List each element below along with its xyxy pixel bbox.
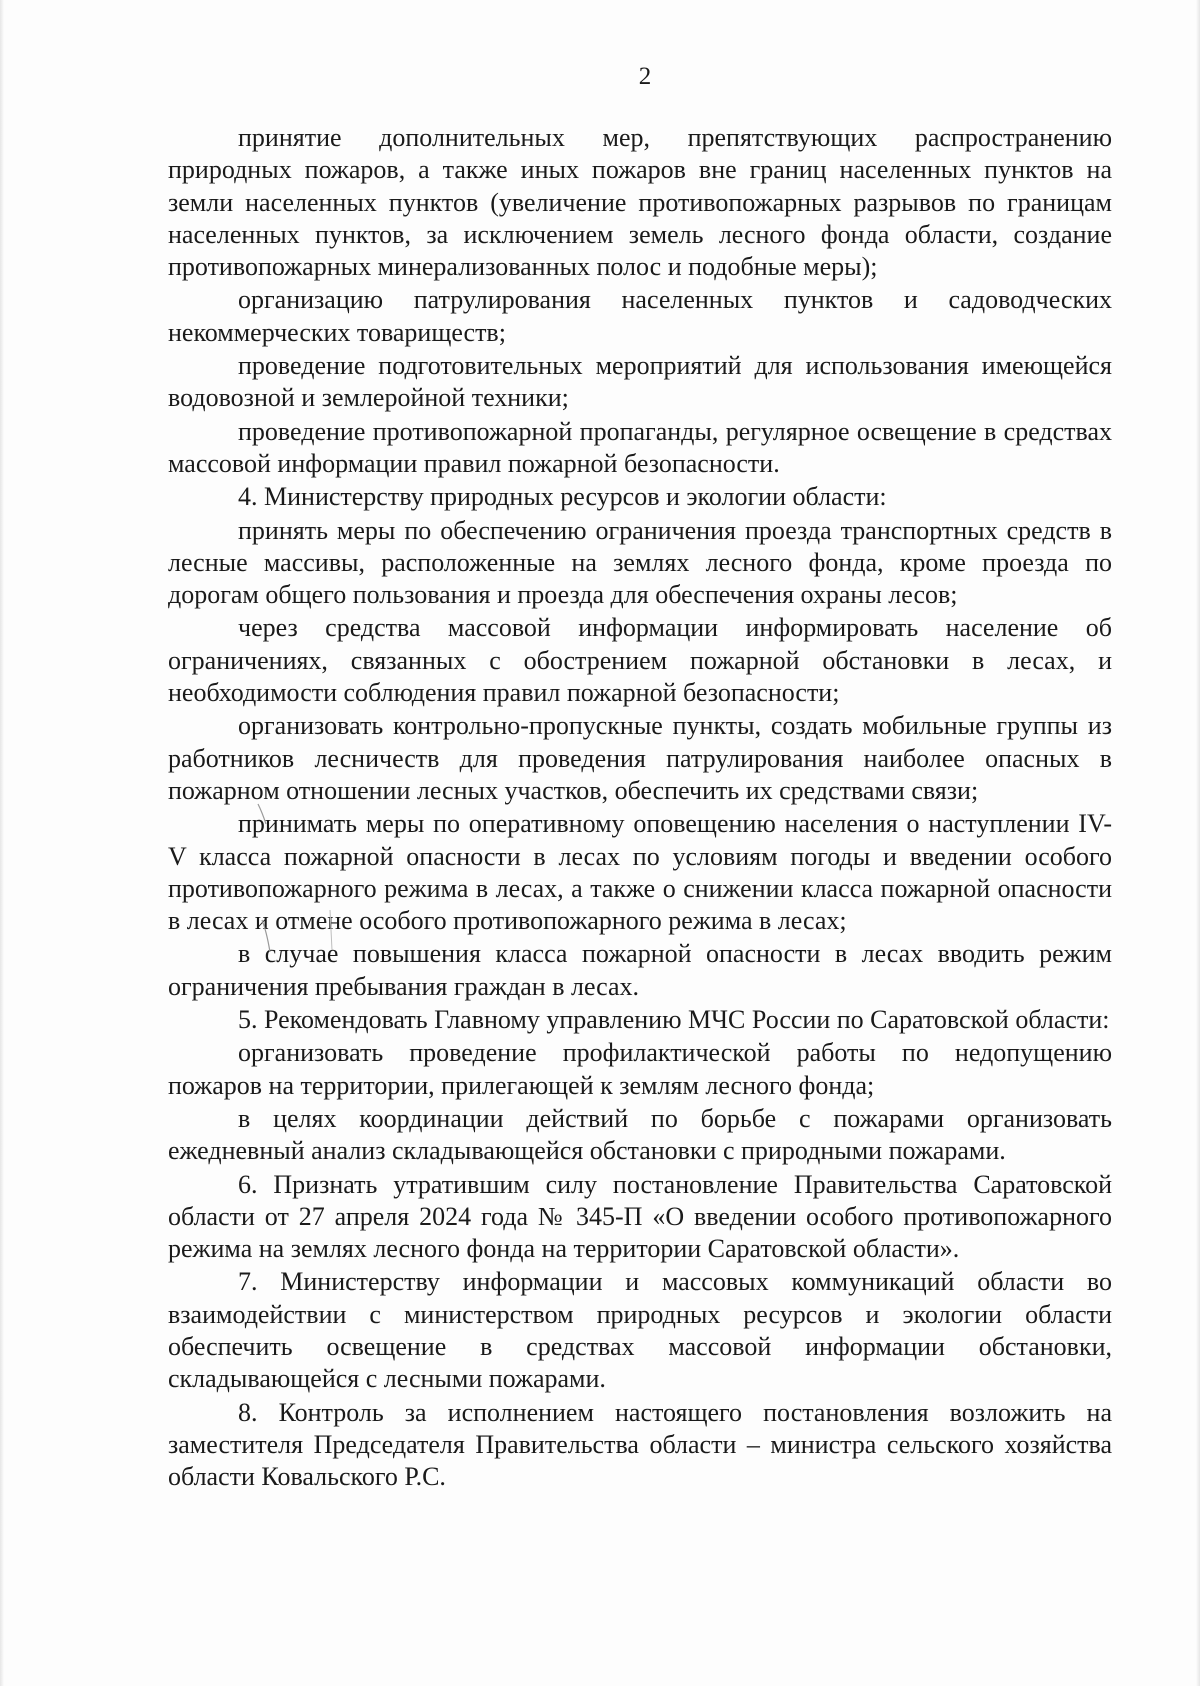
paragraph: через средства массовой информации информировать население об ограничениях, связанных с обострением пожарной обстановки в лесах, и необходимости соблюдения правил пожарной безопасности;	[168, 613, 1112, 708]
section-heading-4: 4. Министерству природных ресурсов и экологии области:	[238, 482, 887, 512]
document-body	[168, 122, 1112, 1494]
paragraph: проведение противопожарной пропаганды, регулярное освещение в средствах массовой информации правил пожарной безопасности.	[168, 416, 1112, 478]
section-7: 7. Министерству информации и массовых коммуникаций области во взаимодействии с министерством природных ресурсов и экологии области обеспечить освещение в средствах массовой информации обстановки, складывающейся с лесными пожарами.	[168, 1267, 1112, 1394]
paragraph: принять меры по обеспечению ограничения проезда транспортных средств в лесные массивы, расположенные на землях лесного фонда, кроме проезда по дорогам общего пользования и проезда для обеспечения охраны лесов;	[168, 515, 1112, 610]
paragraph: проведение подготовительных мероприятий для использования имеющейся водовозной и землеройной техники;	[168, 351, 1112, 413]
paragraph: принятие дополнительных мер, препятствующих распространению природных пожаров, а также иных пожаров вне границ населенных пунктов на земли населенных пунктов (увеличение противопожарных разрывов по границам населенных пунктов, за исключением земель лесного фонда области, создание противопожарных минерализованных полос и подобные меры);	[168, 123, 1112, 282]
section-6: 6. Признать утратившим силу постановление Правительства Саратовской области от 27 апреля 2024 года № 345-П «О введении особого противопожарного режима на землях лесного фонда на территории Саратовской области».	[168, 1169, 1112, 1264]
paragraph: в целях координации действий по борьбе с пожарами организовать ежедневный анализ складывающейся обстановки с природными пожарами.	[168, 1103, 1112, 1166]
paragraph: организовать контрольно-пропускные пункты, создать мобильные группы из работников лесничеств для проведения патрулирования наиболее опасных в пожарном отношении лесных участков, обеспечить их средствами связи;	[168, 711, 1112, 805]
paragraph: в случае повышения класса пожарной опасности в лесах вводить режим ограничения пребывания граждан в лесах.	[168, 939, 1112, 1001]
section-8: 8. Контроль за исполнением настоящего постановления возложить на заместителя Председателя Правительства области – министра сельского хозяйства области Ковальского Р.С.	[168, 1397, 1112, 1492]
paragraph: принимать меры по оперативному оповещению населения о наступлении IV-V класса пожарной опасности в лесах по условиям погоды и введении особого противопожарного режима в лесах, а также о снижении класса пожарной опасности в лесах и отмене особого противопожарного режима в лесах;	[168, 809, 1112, 936]
section-heading-5: 5. Рекомендовать Главному управлению МЧС России по Саратовской области:	[238, 1005, 1110, 1035]
page-number: 2	[638, 63, 652, 90]
paragraph: организацию патрулирования населенных пунктов и садоводческих некоммерческих товариществ;	[168, 285, 1112, 347]
paragraph: организовать проведение профилактической работы по недопущению пожаров на территории, прилегающей к землям лесного фонда;	[168, 1038, 1112, 1100]
scan-edge-left	[0, 0, 4, 1686]
scan-edge-right	[1196, 0, 1200, 1686]
